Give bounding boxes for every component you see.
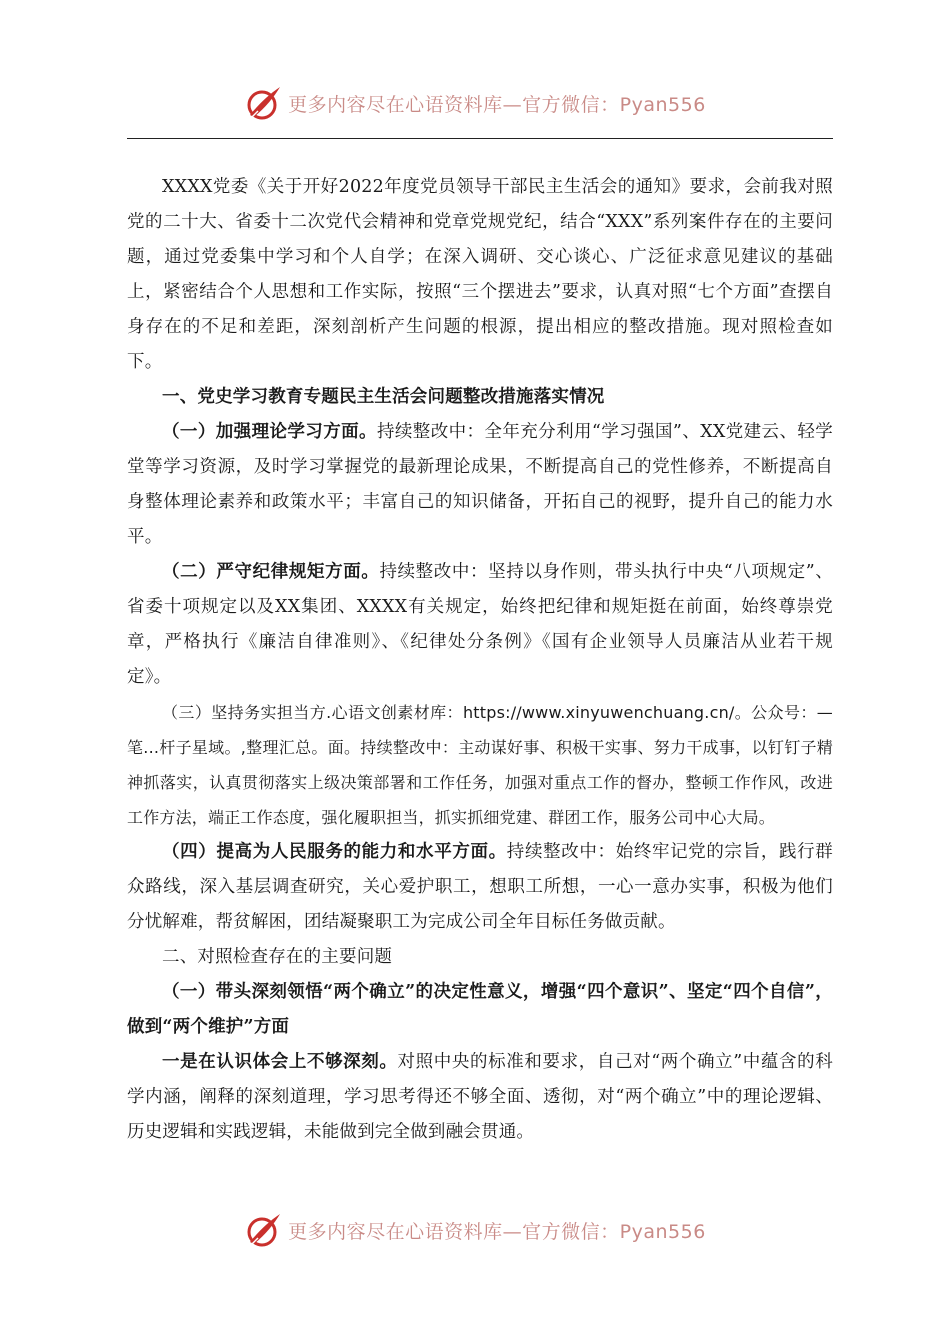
header-banner <box>0 78 950 128</box>
item-4-paragraph: （四）提高为人民服务的能力和水平方面。持续整改中：始终牢记党的宗旨，践行群众路线，深入基层调查研究，关心爱护职工，想职工所想，一心一意办实事，积极为他们分忧解难，帮贫解困，团结凝聚职工为完成公司全年目标任务做贡献。 <box>127 842 833 932</box>
subsection-heading: （一）带头深刻领悟“两个确立”的决定性意义，增强“四个意识”、坚定“四个自信”，做到“两个维护”方面 <box>127 982 833 1037</box>
item-3-paragraph: （三）坚持务实担当方.心语文创素材库：https://www.xinyuwenchuang.cn/。公众号：—笔...杆子星域。,整理汇总。面。持续整改中：主动谋好事、积极干实事、努力干成事，以钉钉子精神抓落实，认真贯彻落实上级决策部署和工作任务，加强对重点工作的督办，整顿工作作风，改进工作方法，端正工作态度，强化履职担当，抓实抓细党建、群团工作，服务公司中心大局。 <box>127 703 833 827</box>
section-heading-1: 一、党史学习教育专题民主生活会问题整改措施落实情况 <box>162 387 605 407</box>
document-body <box>127 170 833 1150</box>
point-1-paragraph: 一是在认识体会上不够深刻。对照中央的标准和要求，自己对“两个确立”中蕴含的科学内涵，阐释的深刻道理，学习思考得还不够全面、透彻，对“两个确立”中的理论逻辑、历史逻辑和实践逻辑，未能做到完全做到融会贯通。 <box>127 1052 833 1142</box>
section-heading-2: 二、对照检查存在的主要问题 <box>162 947 393 967</box>
item-1-paragraph: （一）加强理论学习方面。持续整改中：全年充分利用“学习强国”、XX党建云、轻学堂等学习资源，及时学习掌握党的最新理论成果，不断提高自己的党性修养，不断提高自身整体理论素养和政策水平；丰富自己的知识储备，开拓自己的视野，提升自己的能力水平。 <box>127 422 833 547</box>
footer-banner <box>0 1205 950 1255</box>
header-banner-text: 更多内容尽在心语资料库—官方微信：Pyan556 <box>288 93 706 116</box>
footer-banner-text: 更多内容尽在心语资料库—官方微信：Pyan556 <box>288 1220 706 1243</box>
quill-logo-icon <box>244 1210 284 1250</box>
quill-logo-icon <box>244 83 284 123</box>
header-divider <box>127 138 833 139</box>
intro-paragraph: XXXX党委《关于开好2022年度党员领导干部民主生活会的通知》要求，会前我对照党的二十大、省委十二次党代会精神和党章党规党纪，结合“XXX”系列案件存在的主要问题，通过党委集中学习和个人自学；在深入调研、交心谈心、广泛征求意见建议的基础上，紧密结合个人思想和工作实际，按照“三个摆进去”要求，认真对照“七个方面”查摆自身存在的不足和差距，深刻剖析产生问题的根源，提出相应的整改措施。现对照检查如下。 <box>127 177 833 372</box>
item-2-paragraph: （二）严守纪律规矩方面。持续整改中：坚持以身作则，带头执行中央“八项规定”、省委十项规定以及XX集团、XXXX有关规定，始终把纪律和规矩挺在前面，始终尊崇党章，严格执行《廉洁自律准则》、《纪律处分条例》《国有企业领导人员廉洁从业若干规定》。 <box>127 562 834 687</box>
